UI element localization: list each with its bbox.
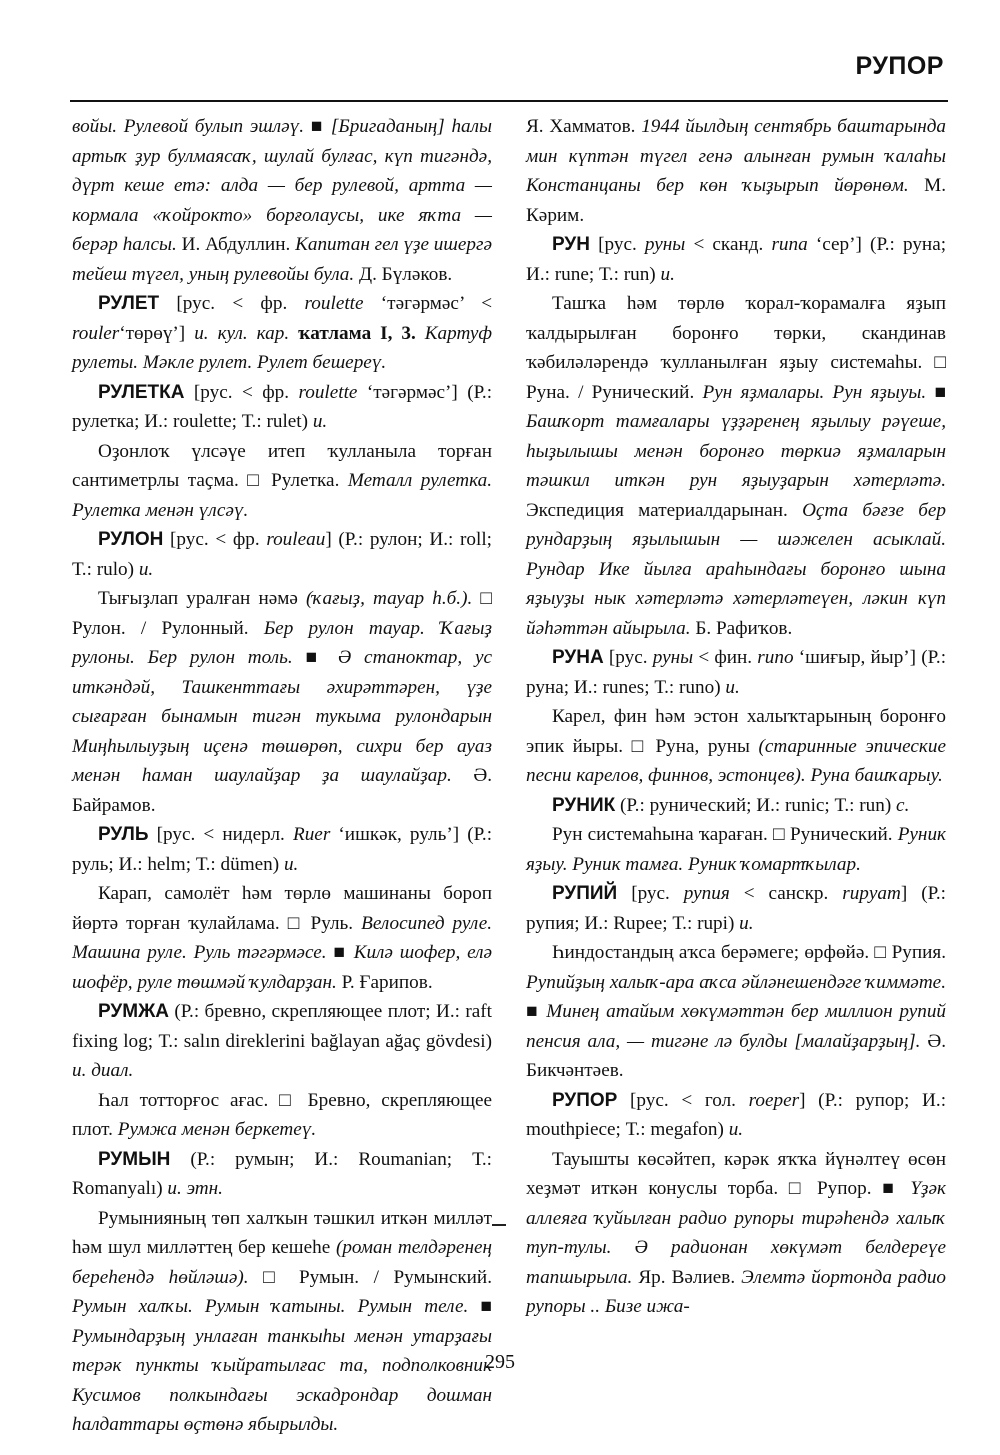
- square-marker: □: [263, 1266, 285, 1288]
- example-marker: ■: [934, 381, 947, 403]
- left-column: [72, 112, 492, 1440]
- square-marker: □: [631, 735, 647, 757]
- definition: Рун системаһына ҡараған. □ Рунический. Руник яҙыу. Руник тамға. Руник ҡомартҡылар.: [526, 824, 947, 875]
- square-marker: □: [480, 588, 492, 609]
- headword: РУМЖА: [98, 1001, 169, 1022]
- headword: РУМЫН: [98, 1148, 171, 1170]
- definition: Һал тотторғос ағас. □ Бревно, скрепляющее плот. Румжа менән беркетеү.: [72, 1089, 493, 1140]
- square-marker: □: [788, 1178, 807, 1199]
- square-marker: □: [279, 1089, 297, 1111]
- column-rule: [492, 1224, 506, 1226]
- entry-runa: РУНА [рус. руны < фин. runo ‘шиғыр, йыр’] (Р.: руна; И.: runes; Т.: runo) и.: [526, 647, 947, 698]
- entry-runik: РУНИК (Р.: рунический; И.: runic; Т.: run) с.: [552, 794, 910, 816]
- example-marker: ■: [882, 1178, 900, 1199]
- headword: РУЛОН: [98, 529, 164, 550]
- example-marker: ■: [480, 1296, 492, 1317]
- square-marker: □: [247, 470, 263, 491]
- square-marker: □: [772, 824, 785, 845]
- entry-continuation: войы. Рулевой булып эшләү. ■ [Бригаданың] һалы артыҡ ҙур булмаясаҡ, шулай булғас, күп тигәндә, дүрт кеше етә: алда — бер рулевой, артта — кормала «ҡойрокто» борғолаусы, ике яҡта — берәр һалсы. И. Абдуллин. Капитан гел үҙе ишергә тейеш түгел, уның рулевойы була. Д. Бүләков.: [72, 116, 492, 285]
- entry-run: РУН [рус. руны < сканд. runa ‘сер’] (Р.: руна; И.: rune; Т.: run) и.: [526, 234, 947, 285]
- definition: Ташҡа һәм төрлө ҡорал-ҡорамалға яҙып ҡалдырылған боронғо төрки, скандинав ҡәбиләләрендә ҡулланылған яҙыу системаһы. □ Руна. / Рунический. Рун яҙмалары. Рун яҙыуы. ■ Башҡорт тамғалары үҙҙәренең яҙылыу рәүеше, һыҙылышы менән боронғо төркиә яҙмаларын тәшкил иткән рун яҙыуҙарын хәтерләтә. Экспедиция материалдарынан. Оҫта бәғзе бер рундарҙың яҙылышын — шәжелен асыклай. Рундар Ике йылға араһындағы боронғо шына яҙыуҙы нык хәтерләтә хәтерләтеүен, ләкин күп йәһәттән айырыла. Б. Рафиҡов.: [526, 293, 947, 639]
- example-marker: ■: [310, 116, 325, 137]
- entry-rumzha: РУМЖА (Р.: бревно, скрепляющее плот; И.: raft fixing log; Т.: salın direklerini bağlayan ağaç gövdesi) и. диал.: [72, 1001, 493, 1081]
- entry-ruletka: РУЛЕТКА [рус. < фр. roulette ‘тәгәрмәс’] (Р.: рулетка; И.: roulette; Т.: rulet) и.: [72, 381, 493, 432]
- page-header: [70, 40, 948, 102]
- entry-rul: РУЛЬ [рус. < нидерл. Ruer ‘ишкәк, руль’] (Р.: руль; И.: helm; Т.: dümen) и.: [72, 824, 493, 875]
- definition: Тауышты көсәйтеп, кәрәк яҡҡа йүнәлтеү өсөн хеҙмәт иткән конуслы торба. □ Рупор. ■ Үҙәк аллеяға ҡуйылған радио рупоры тирәһендә халыҡ туп-тулы. Ә радионан хөкүмәт белдереүе тапшырыла. Яр. Вәлиев. Элемтә йортонда радио рупоры .. Бизе ижа-: [526, 1148, 947, 1317]
- headword: РУЛЕТКА: [98, 381, 185, 403]
- headword: РУПОР: [552, 1089, 618, 1111]
- headword: РУНИК: [552, 794, 616, 816]
- entry-rupiy: РУПИЙ [рус. рупия < санскр. rupyam] (Р.: рупия; И.: Rupee; Т.: rupi) и.: [526, 883, 947, 934]
- example-marker: ■: [333, 942, 347, 963]
- example-marker: ■: [305, 647, 326, 668]
- definition: Карап, самолёт һәм төрлө машинаны бороп йөртә торған ҡулайлама. □ Руль. Велосипед руле. Машина руле. Руль тәгәрмәсе. ■ Килә шофер, елә шофёр, руле төшмәй ҡулдарҙан. Р. Ғарипов.: [72, 883, 493, 993]
- headword: РУПИЙ: [552, 883, 618, 904]
- entry-continuation: Я. Хамматов. 1944 йылдың сентябрь баштарында мин күптән түгел генә алынған румын ҡалаһы Констанцаны бер көн ҡыҙырып йөрөнөм. М. Кәрим.: [526, 116, 947, 226]
- definition: Карел, фин һәм эстон халыҡтарының боронғо эпик йыры. □ Руна, руны (старинные эпические песни карелов, финнов, эстонцев). Руна башҡарыу.: [526, 706, 947, 786]
- definition: Румынияның төп халҡын тәшкил иткән милләт һәм шул милләттең бер кешеһе (роман телдәренең береһендә һөйләшә). □ Румын. / Румынский. Румын халҡы. Румын ҡатыны. Румын теле. ■ Румындарҙың унлаған танкыһы менән утарҙағы терәк пункты ҡыйратылғас та, подполковник Кусимов полкындағы эскадрондар дошман һалдаттары өҫтөнә ябырылды.: [72, 1207, 492, 1435]
- headword: РУЛЕТ: [98, 293, 160, 314]
- definition: Һиндостандың аҡса берәмеге; өрфөйә. □ Рупия. Рупийҙың халыҡ-ара аҡса әйләнешендәге ҡиммәте. ■ Минең атайым хөкүмәттән бер миллион рупий пенсия ала, — тигәне лә булды [малайҙарҙың]. Ә. Бикчәнтәев.: [526, 942, 947, 1081]
- entry-rumyn: РУМЫН (Р.: румын; И.: Roumanian; Т.: Romanyalı) и. этн.: [72, 1148, 493, 1199]
- definition: Оҙонлоҡ үлсәүе итеп ҡулланыла торған сантиметрлы таҫма. □ Рулетка. Металл рулетка. Рулетка менән үлсәү.: [72, 440, 492, 521]
- entry-rulet: РУЛЕТ [рус. < фр. roulette ‘тәгәрмәс’ < rouler‘төрөү’] и. кул. кар. ҡатлама I, 3. Картуф рулеты. Мәкле рулет. Рулет бешереү.: [72, 293, 493, 373]
- square-marker: □: [934, 352, 946, 373]
- square-marker: □: [287, 912, 303, 934]
- headword: РУНА: [552, 647, 604, 668]
- example-marker: ■: [526, 1001, 540, 1022]
- running-head: РУПОР: [855, 52, 944, 80]
- entry-rupor: РУПОР [рус. < гол. roeper] (Р.: рупор; И.: mouthpiece; Т.: megafon) и.: [526, 1089, 947, 1140]
- definition: Тығыҙлап уралған нәмә (ҡағыҙ, тауар һ.б.). □ Рулон. / Рулонный. Бер рулон тауар. Ҡағыҙ рулоны. Бер рулон толь. ■ Ә станоктар, ус иткәндәй, Ташкенттағы әхирәттәрен, үҙе сығарған бынамын тигән тукыма рулондарын Миңһылыуҙың иҫенә төшөрөп, сихри бер ауаз менән һаман шаулайҙар ҙа шаулайҙар. Ә. Байрамов.: [72, 588, 493, 816]
- page-number: 295: [485, 1351, 515, 1373]
- headword: РУЛЬ: [98, 824, 149, 845]
- right-column: [526, 112, 946, 1322]
- square-marker: □: [874, 942, 887, 963]
- entry-rulon: РУЛОН [рус. < фр. rouleau] (Р.: рулон; И.: roll; Т.: rulo) и.: [72, 529, 492, 580]
- headword: РУН: [552, 234, 590, 255]
